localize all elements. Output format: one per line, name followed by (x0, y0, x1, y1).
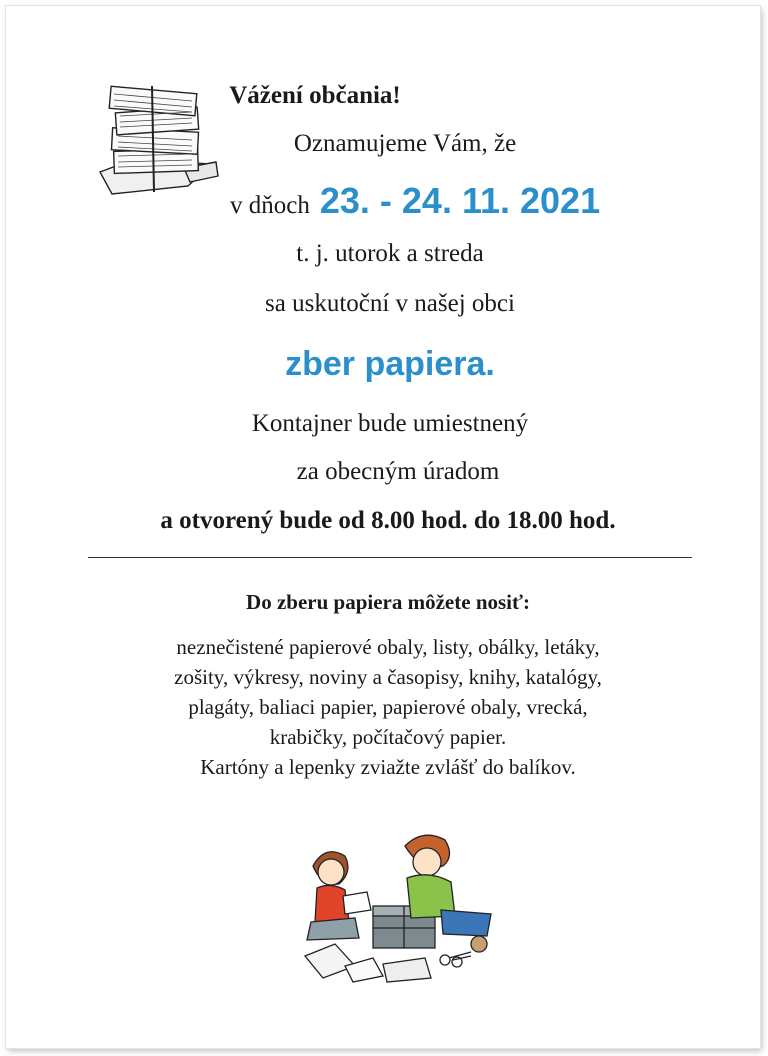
items-line: zošity, výkresy, noviny a časopisy, knihy, katalógy, (174, 665, 602, 689)
items-line: Kartóny a lepenky zviažte zvlášť do balíkov. (200, 755, 576, 779)
items-title: Do zberu papiera môžete nosiť: (246, 590, 530, 614)
container-location-line2: za obecným úradom (296, 458, 500, 485)
village-text: sa uskutoční v našej obci (265, 290, 515, 317)
dates-line (230, 180, 600, 222)
items-line: krabičky, počítačový papier. (269, 725, 507, 749)
container-location-line1: Kontajner bude umiestnený (251, 410, 529, 437)
announcement-text: Oznamujeme Vám, že (293, 130, 517, 157)
children-tying-paper-illustration (295, 826, 495, 986)
days-text: t. j. utorok a streda (296, 240, 484, 267)
event-title: zber papiera. (285, 345, 495, 383)
dates-prefix: v dňoch (230, 192, 310, 219)
items-line: neznečistené papierové obaly, listy, obálky, letáky, (176, 635, 600, 659)
items-list (8, 632, 768, 782)
opening-hours: a otvorený bude od 8.00 hod. do 18.00 hod. (160, 507, 616, 534)
divider (88, 557, 692, 558)
event-dates: 23. - 24. 11. 2021 (319, 180, 601, 221)
greeting-heading: Vážení občania! (229, 82, 401, 109)
items-line: plagáty, baliaci papier, papierové obaly, vrecká, (188, 695, 588, 719)
